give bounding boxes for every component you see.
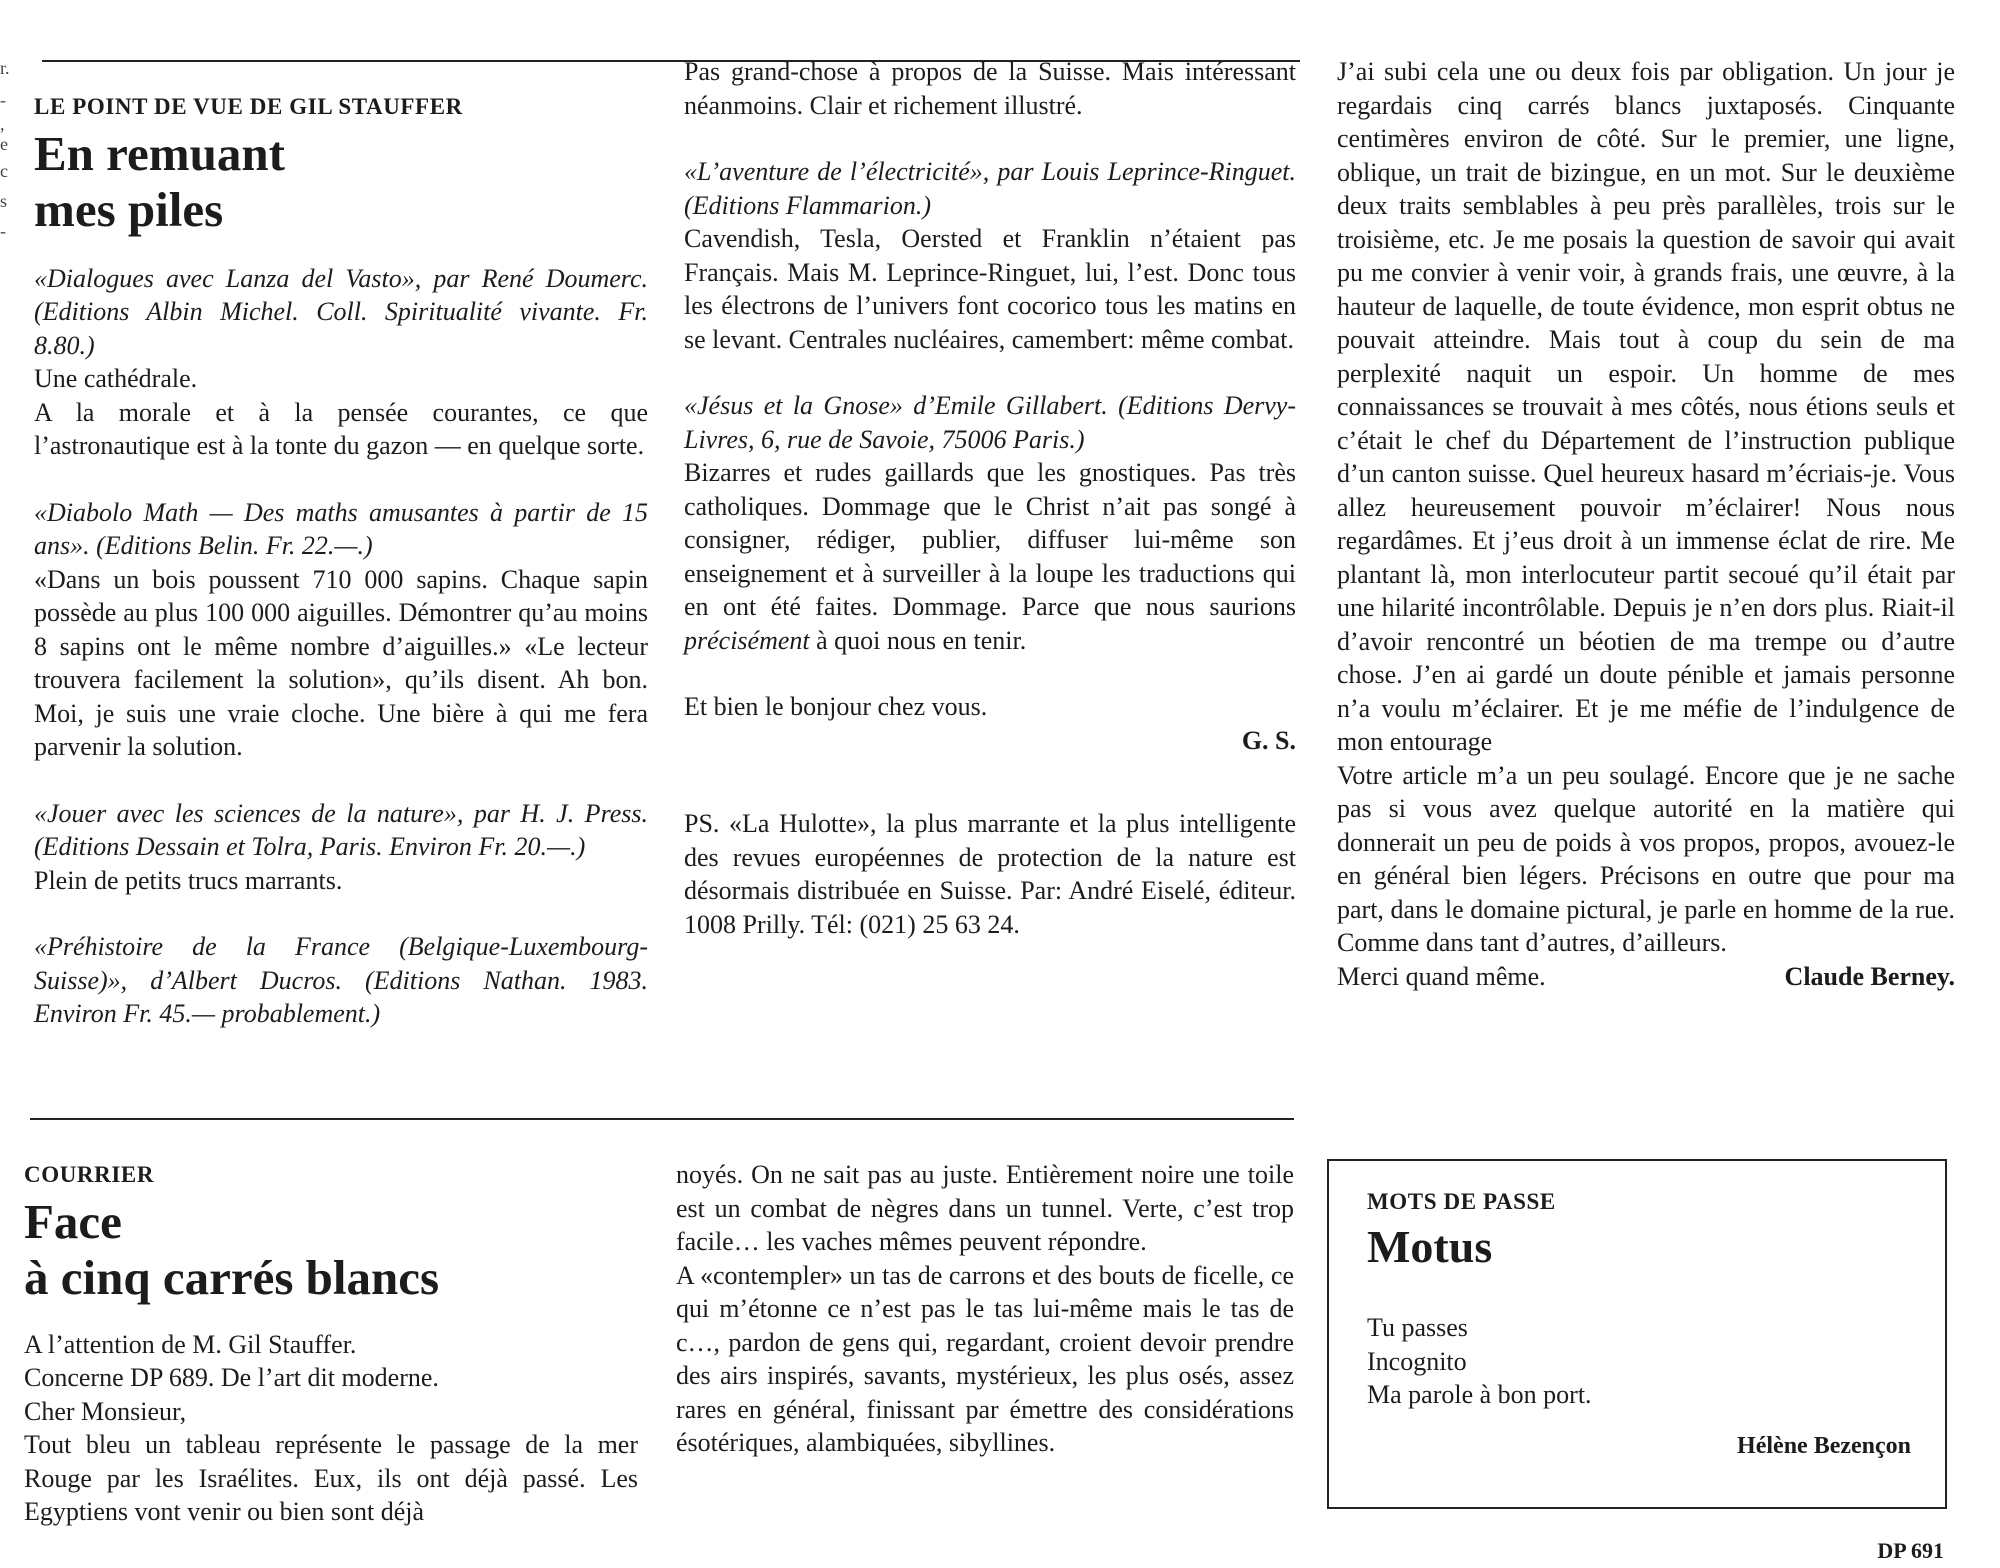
letter-headline — [24, 1194, 638, 1306]
letter-paragraph: J’ai subi cela une ou deux fois par obligation. Un jour je regardais cinq carrés blancs juxtaposés. Cinquante centimères environ de côté. Sur le premier, une ligne, oblique, un trait de bizingue, en un mot. Sur le deuxième deux traits semblables à peu près parallèles, trois sur le troisième, etc. Je me posais la question de savoir qui avait pu me convier à venir voir, à grands frais, une œuvre, à la hauteur de laquelle, de toute évidence, mon esprit obtus ne pouvait atteindre. Mais tout à coup du sein de ma perplexité naquit un espoir. Un homme de mes connaissances se trouvait à mes côtés, nous étions seuls et c’était le chef du Département de l’instruction publique d’un canton suisse. Quel heureux hasard m’écriais-je. Vous allez heureusement pouvoir m’éclairer! Nous nous regardâmes. Et j’eus droit à un immense éclat de rire. Me plantant là, mon interlocuteur partit secoué qu’il était par une hilarité incontrôlable. Depuis je n’en dors plus. Riait-il d’avoir rencontré un béotien de ma trempe ou d’autre chose. J’en ai gardé un doute pénible et jamais personne n’a voulu m’éclairer. Et je me méfie de l’indulgence de mon entourage — [1337, 57, 1955, 756]
page-number: DP 691 — [1877, 1538, 1944, 1563]
comment-text: Bizarres et rudes gaillards que les gnostiques. Pas très catholiques. Dommage que le Christ n’ait pas songé à consigner, rédiger, publier, diffuser lui-même son enseignement et à surveiller à la loupe les traductions qui en ont été faites. Dommage. Parce que nous saurions — [684, 458, 1296, 621]
book-title: «L’aventure de l’électricité», par Louis Leprince-Ringuet. (Editions Flammarion.) — [684, 157, 1296, 220]
poem-line: Ma parole à bon port. — [1367, 1380, 1592, 1409]
gutter-mark: s — [0, 191, 8, 211]
article1-col1 — [34, 90, 648, 1031]
book-title: «Jésus et la Gnose» d’Emile Gillabert. (Editions Dervy-Livres, 6, rue de Savoie, 75006 Paris.) — [684, 391, 1296, 454]
comment-text: à quoi nous en tenir. — [809, 625, 1027, 655]
gutter-mark: , — [0, 114, 5, 134]
article1-headline-line1: En remuant — [34, 125, 285, 181]
letter-paragraph: Votre article m’a un peu soulagé. Encore que je ne sache pas si vous avez quelque autorité en la matière qui donnerait un peu de poids à vos propos, propos, avouez-le en général bien légers. Précisons en outre que pour ma part, dans le domaine pictural, je parle en homme de la rue. Comme dans tant d’autres, d’ailleurs. — [1337, 760, 1955, 957]
letter-col2 — [676, 1158, 1294, 1460]
gutter-mark: - — [0, 90, 6, 110]
letter-col3 — [1337, 55, 1955, 993]
book-comment: Une cathédrale. — [34, 364, 198, 393]
article1-kicker: LE POINT DE VUE DE GIL STAUFFER — [34, 94, 463, 119]
letter-col1 — [24, 1158, 638, 1529]
letter-paragraph: A «contempler» un tas de carrons et des bouts de ficelle, ce qui m’étonne ce n’est pas le tas lui-même mais le tas de c…, pardon de gens qui, regardant, croient devoir prendre des airs inspirés, savants, mystérieux, les plus osés, assez rares en général, finissant par émettre des considérations ésotériques, alambiquées, sibyllines. — [676, 1260, 1294, 1457]
book-title: «Dialogues avec Lanza del Vasto», par René Doumerc. (Editions Albin Michel. Coll. Spiritualité vivante. Fr. 8.80.) — [34, 263, 648, 360]
article1-closing: Et bien le bonjour chez vous. — [684, 692, 988, 721]
middle-rule — [30, 1118, 1294, 1120]
gutter-mark: r. — [0, 58, 10, 78]
letter-closing-line — [1337, 960, 1955, 994]
letter-signature: Claude Berney. — [1784, 961, 1955, 991]
book-comment: «Dans un bois poussent 710 000 sapins. Chaque sapin possède au plus 100 000 aiguilles. Démontrer qu’au moins 8 sapins ont le même nombre d’aiguilles.» «Le lecteur trouvera facilement la solution», qu’ils disent. Ah bon. Moi, je suis une vraie cloche. Une bière à qui me fera parvenir la solution. — [34, 564, 648, 761]
gutter-mark: c — [0, 161, 8, 181]
book-title: «Jouer avec les sciences de la nature», par H. J. Press. (Editions Dessain et Tolra, Paris. Environ Fr. 20.—.) — [34, 798, 648, 861]
poem-line: Incognito — [1367, 1346, 1467, 1376]
book-comment: Cavendish, Tesla, Oersted et Franklin n’étaient pas Français. Mais M. Leprince-Ringuet, lui, l’est. Donc tous les électrons de l’univers font cocorico tous les matins en se levant. Centrales nucléaires, camembert: même combat. — [684, 224, 1296, 354]
letter-paragraph: Cher Monsieur, — [24, 1396, 187, 1426]
article1-ps: PS. «La Hulotte», la plus marrante et la plus intelligente des revues européennes de protection de la nature est désormais distribuée en Suisse. Par: André Eiselé, éditeur. 1008 Prilly. Tél: (021) 25 63 24. — [684, 809, 1296, 939]
article1-headline-line2: mes piles — [34, 181, 224, 237]
gutter-mark: - — [0, 221, 6, 241]
letter-headline-line2: à cinq carrés blancs — [24, 1249, 440, 1305]
book-title: «Diabolo Math — Des maths amusantes à partir de 15 ans». (Editions Belin. Fr. 22.—.) — [34, 497, 648, 560]
gutter-mark: e — [0, 134, 8, 154]
book-comment: A la morale et à la pensée courantes, ce que l’astronautique est à la tonte du gazon — en quelque sorte. — [34, 397, 648, 460]
letter-paragraph: noyés. On ne sait pas au juste. Entièrement noire une toile est un combat de nègres dans un tunnel. Verte, c’est trop facile… les vaches mêmes peuvent répondre. — [676, 1160, 1294, 1256]
book-title: «Préhistoire de la France (Belgique-Luxembourg-Suisse)», d’Albert Ducros. (Editions Nathan. 1983. Environ Fr. 45.— probablement.) — [34, 932, 648, 1028]
poem-box — [1327, 1159, 1947, 1509]
comment-emphasis: précisément — [684, 625, 810, 655]
book-comment: Plein de petits trucs marrants. — [34, 865, 343, 895]
letter-paragraph: Concerne DP 689. De l’art dit moderne. — [24, 1363, 439, 1392]
letter-paragraph: A l’attention de M. Gil Stauffer. — [24, 1329, 357, 1359]
poem-signature: Hélène Bezençon — [1737, 1432, 1911, 1459]
poem-headline: Motus — [1367, 1221, 1493, 1272]
book-comment: Pas grand-chose à propos de la Suisse. Mais intéressant néanmoins. Clair et richement illustré. — [684, 57, 1296, 120]
letter-headline-line1: Face — [24, 1193, 122, 1249]
letter-kicker: COURRIER — [24, 1162, 155, 1187]
article1-signature: G. S. — [1241, 725, 1296, 755]
poem-line: Tu passes — [1367, 1313, 1468, 1342]
article1-headline — [34, 126, 648, 238]
article1-col2 — [684, 55, 1296, 941]
poem-kicker: MOTS DE PASSE — [1367, 1189, 1556, 1214]
book-comment — [684, 456, 1296, 657]
letter-closing: Merci quand même. — [1337, 961, 1546, 991]
gutter-fragments — [0, 52, 10, 246]
letter-paragraph: Tout bleu un tableau représente le passage de la mer Rouge par les Israélites. Eux, ils ont déjà passé. Les Egyptiens vont venir ou bien sont déjà — [24, 1430, 638, 1526]
